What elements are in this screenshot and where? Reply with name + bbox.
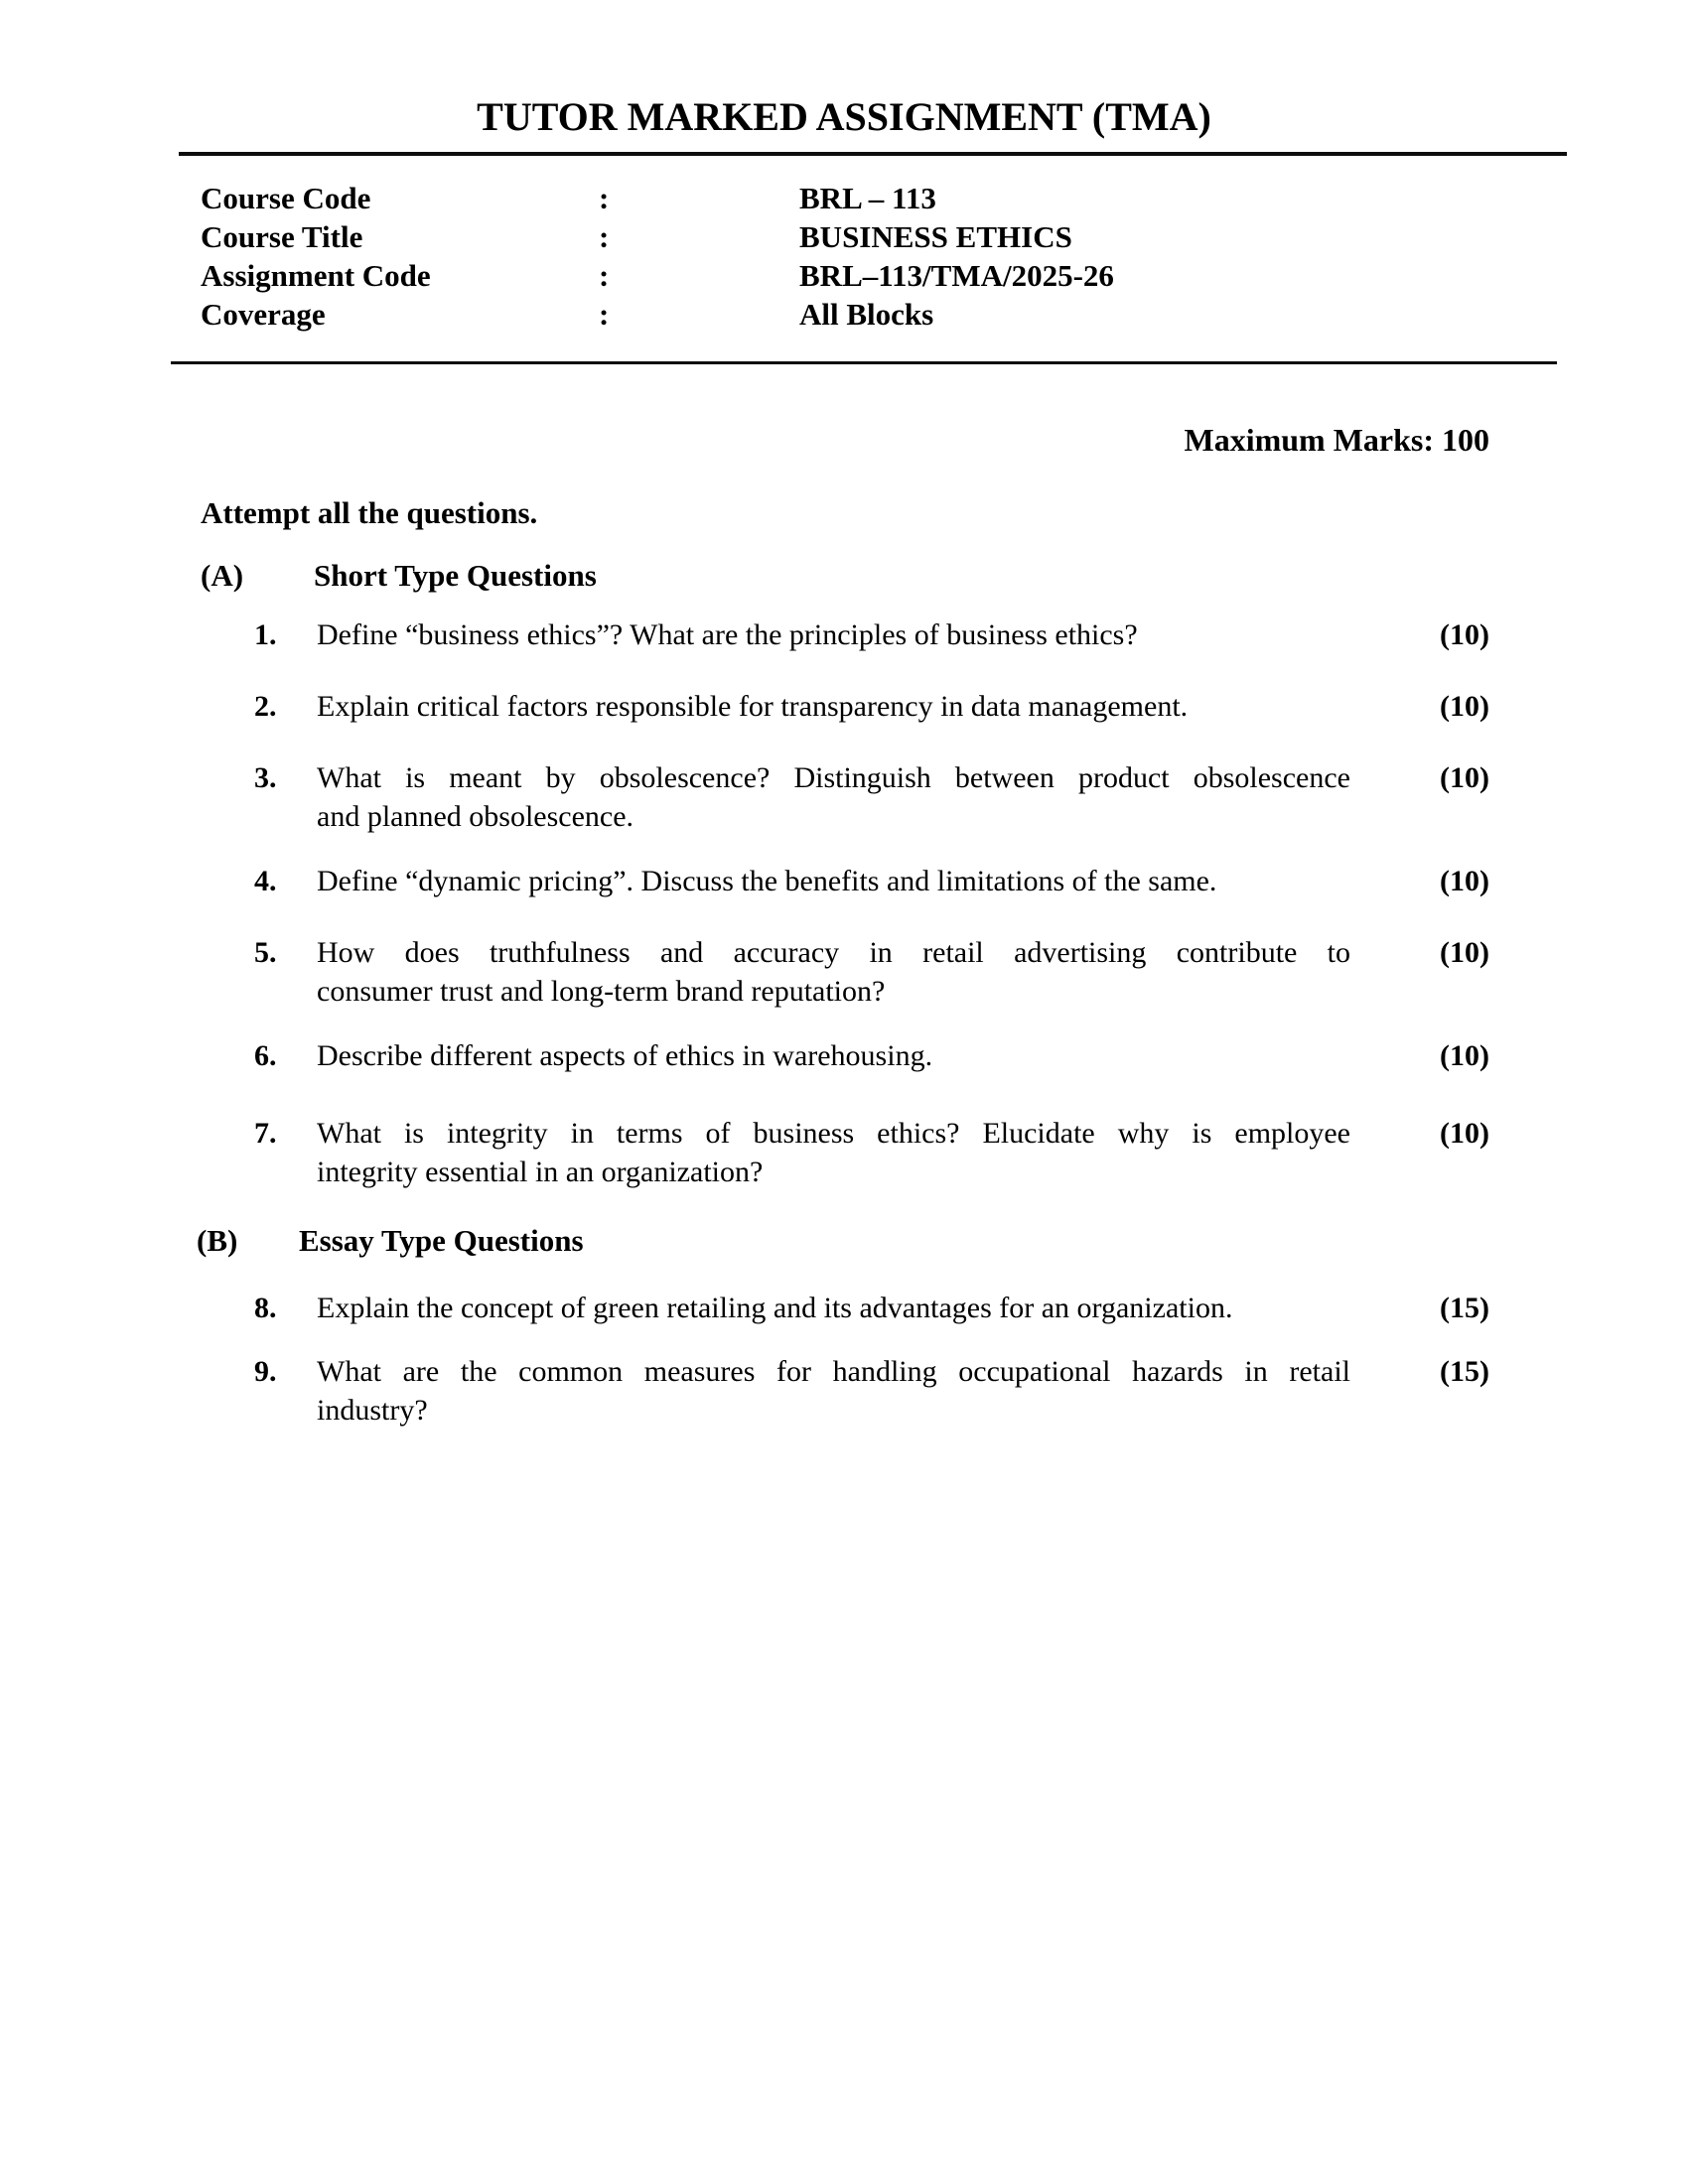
question-marks: (10) (1440, 1039, 1489, 1072)
question-text: How does truthfulness and accuracy in retail advertising contribute to consumer trust and long-term brand reputation? (317, 936, 1350, 1008)
course-title-row (201, 217, 1392, 256)
assignment-code-value: BRL–113/TMA/2025-26 (799, 258, 1114, 293)
coverage-value: All Blocks (799, 297, 934, 332)
question-number: 1. (254, 618, 277, 651)
question-marks: (10) (1440, 618, 1489, 651)
section-heading-short-type (201, 556, 597, 595)
course-info-rule (171, 361, 1557, 364)
question-number: 5. (254, 936, 277, 969)
colon-separator: : (599, 297, 610, 332)
question-number: 2. (254, 690, 277, 723)
section-title: Short Type Questions (314, 558, 597, 593)
header-rule (179, 152, 1567, 156)
question-marks: (10) (1440, 865, 1489, 897)
section-heading-essay-type (197, 1221, 584, 1260)
question-marks: (10) (1440, 761, 1489, 794)
course-code-value: BRL – 113 (799, 181, 936, 215)
course-code-label: Course Code (201, 181, 371, 215)
question-number: 8. (254, 1292, 277, 1324)
question-text: Describe different aspects of ethics in warehousing. (317, 1039, 933, 1072)
question-text: What is meant by obsolescence? Distinguish between product obsolescence and planned obsolescence. (317, 761, 1350, 833)
question-text: Define “business ethics”? What are the principles of business ethics? (317, 618, 1138, 651)
page-title: TUTOR MARKED ASSIGNMENT (TMA) (477, 94, 1211, 139)
section-title: Essay Type Questions (299, 1223, 584, 1258)
colon-separator: : (599, 258, 610, 293)
section-id: (B) (197, 1223, 238, 1258)
question-marks: (10) (1440, 1117, 1489, 1150)
max-marks-label: Maximum Marks: 100 (1184, 422, 1489, 458)
section-id: (A) (201, 558, 244, 593)
colon-separator: : (599, 219, 610, 254)
question-number: 6. (254, 1039, 277, 1072)
question-text: Define “dynamic pricing”. Discuss the benefits and limitations of the same. (317, 865, 1217, 897)
question-marks: (10) (1440, 936, 1489, 969)
question-number: 9. (254, 1355, 277, 1388)
course-title-label: Course Title (201, 219, 363, 254)
attempt-note: Attempt all the questions. (201, 495, 538, 530)
question-text: Explain critical factors responsible for transparency in data management. (317, 690, 1189, 723)
question-number: 3. (254, 761, 277, 794)
question-text: What are the common measures for handling occupational hazards in retail industry? (317, 1355, 1350, 1427)
course-title-value: BUSINESS ETHICS (799, 219, 1072, 254)
question-marks: (10) (1440, 690, 1489, 723)
question-marks: (15) (1440, 1292, 1489, 1324)
question-text: Explain the concept of green retailing and its advantages for an organization. (317, 1292, 1233, 1324)
question-number: 4. (254, 865, 277, 897)
colon-separator: : (599, 181, 610, 215)
course-info-block (201, 179, 1392, 334)
question-marks: (15) (1440, 1355, 1489, 1388)
coverage-label: Coverage (201, 297, 326, 332)
assignment-code-row (201, 256, 1392, 295)
course-code-row (201, 179, 1392, 217)
assignment-code-label: Assignment Code (201, 258, 431, 293)
question-number: 7. (254, 1117, 277, 1150)
coverage-row (201, 295, 1392, 334)
question-text: What is integrity in terms of business ethics? Elucidate why is employee integrity essential in an organization? (317, 1117, 1350, 1188)
